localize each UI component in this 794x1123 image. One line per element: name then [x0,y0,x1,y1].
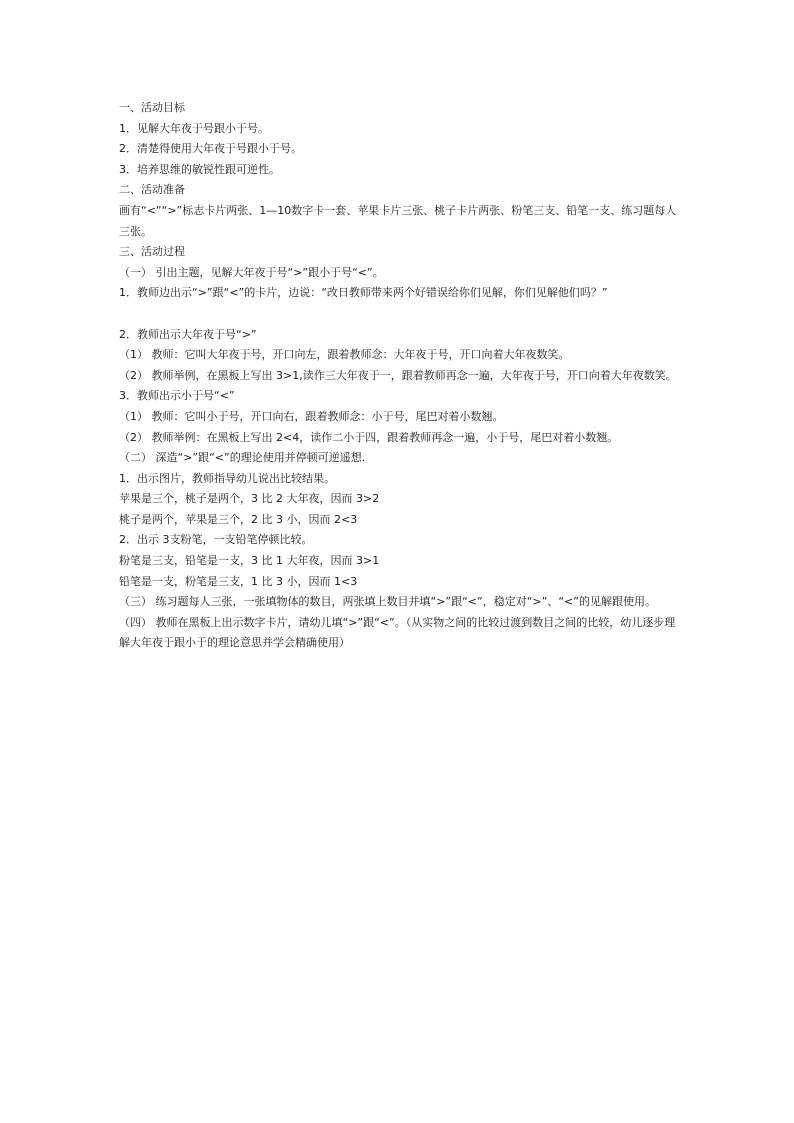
comparison-line-3: 粉笔是三支，铅笔是一支，3 比 1 大年夜，因而 3>1 [119,554,380,568]
section-heading-process: 三、活动过程 [119,245,185,259]
goal-item-3: 3．培养思维的敏锐性跟可逆性。 [119,162,280,176]
process-step-2: 2．教师出示大年夜于号“>” [119,327,257,341]
comparison-line-2: 桃子是两个，苹果是三个，2 比 3 小，因而 2<3 [119,512,358,526]
comparison-line-4: 铅笔是一支，粉笔是三支，1 比 3 小，因而 1<3 [119,574,358,588]
step-3-item-1: （1） 教师：它叫小于号，开口向右，跟着教师念：小于号，尾巴对着小数翘。 [119,409,504,423]
document-page [119,98,685,654]
step-3-item-2: （2） 教师举例：在黑板上写出 2<4，读作二小于四，跟着教师再念一遍，小于号，尾巴对着小数翘。 [119,430,619,444]
part-2-step-1: 1．出示图片，教师指导幼儿说出比较结果。 [119,471,335,485]
comparison-line-1: 苹果是三个，桃子是两个，3 比 2 大年夜，因而 3>2 [119,492,380,506]
process-step-3: 3．教师出示小于号“<” [119,389,235,403]
process-part-2-heading: （二） 深造“>”跟“<”的理论使用并停顿可逆遥想. [119,451,366,465]
process-step-1: 1．教师边出示“>”跟“<”的卡片，边说：“改日教师带来两个好错误给你们见解，你们见解他们吗？” [119,286,608,300]
process-part-1-heading: （一） 引出主题，见解大年夜于号“>”跟小于号“<”。 [119,265,384,279]
goal-item-1: 1．见解大年夜于号跟小于号。 [119,121,269,135]
process-part-3-paragraph: （三） 练习题每人三张，一张填物体的数目，两张填上数目并填“>”跟“<”，稳定对“>”、“<”的见解跟使用。 [119,595,656,609]
step-2-item-2: （2） 教师举例，在黑板上写出 3>1,读作三大年夜于一，跟着教师再念一遍，大年夜于号，开口向着大年夜数笑。 [119,368,677,382]
section-heading-goals: 一、活动目标 [119,101,185,114]
process-part-4-paragraph: （四） 教师在黑板上出示数字卡片，请幼儿填“>”跟“<”。（从实物之间的比较过渡到数目之间的比较，幼儿逐步理解大年夜于跟小于的理论意思并学会精确使用） [119,615,676,650]
part-2-step-2: 2．出示 3支粉笔，一支铅笔停顿比较。 [119,533,313,547]
goal-item-2: 2．清楚得使用大年夜于号跟小于号。 [119,142,302,156]
blank-line [119,304,685,325]
preparation-paragraph: 画有“<”“>”标志卡片两张、1—10数字卡一套、苹果卡片三张、桃子卡片两张、粉笔三支、铅笔一支、练习题每人三张。 [119,203,677,238]
section-heading-preparation: 二、活动准备 [119,183,185,197]
step-2-item-1: （1） 教师：它叫大年夜于号，开口向左，跟着教师念：大年夜于号，开口向着大年夜数笑。 [119,348,570,362]
